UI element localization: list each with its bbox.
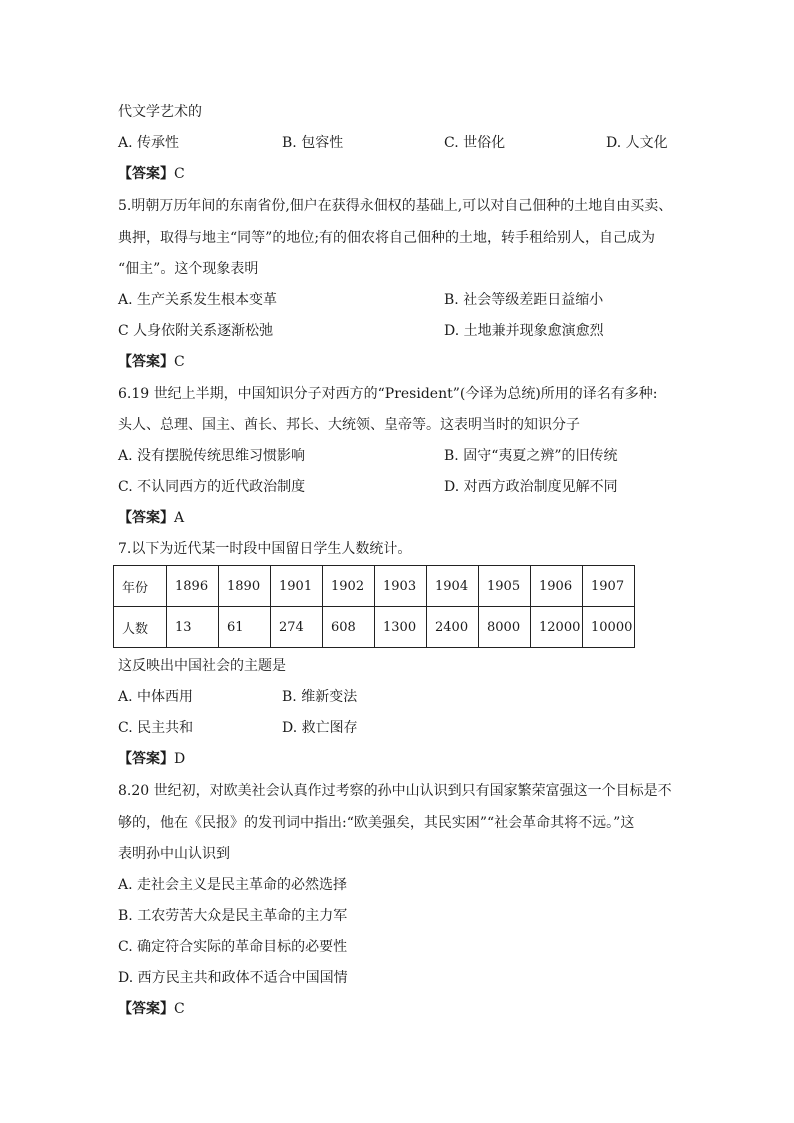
table-cell-count: 61 <box>219 607 271 648</box>
q4-option-d: D. 人文化 <box>606 135 668 151</box>
table-cell-count: 13 <box>167 607 219 648</box>
table-cell-year: 1901 <box>271 566 323 607</box>
table-cell-year: 1907 <box>583 566 635 607</box>
q8-option-b: B. 工农劳苦大众是民主革命的主力军 <box>118 908 348 924</box>
q6-option-b: B. 固守“夷夏之辨”的旧传统 <box>444 448 618 464</box>
table-cell-year: 1903 <box>375 566 427 607</box>
q4-stem: 代文学艺术的 <box>118 104 202 120</box>
table-cell-year: 1905 <box>479 566 531 607</box>
q4-option-a: A. 传承性 <box>118 135 180 151</box>
q5-option-b: B. 社会等级差距日益缩小 <box>444 292 604 308</box>
table-cell-count: 274 <box>271 607 323 648</box>
q8-option-a: A. 走社会主义是民主革命的必然选择 <box>118 877 348 893</box>
q5-stem-line-1: 5.明朝万历年间的东南省份,佃户在获得永佃权的基础上,可以对自己佃种的土地自由买卖、 <box>118 198 673 214</box>
table-cell-count: 2400 <box>427 607 479 648</box>
q5-stem-line-2: 典押，取得与地主“同等”的地位;有的佃农将自己佃种的土地，转手租给别人，自己成为 <box>118 230 656 246</box>
q7-option-a: A. 中体西用 <box>118 689 194 705</box>
table-cell-year: 1902 <box>323 566 375 607</box>
table-header-count: 人数 <box>114 607 167 648</box>
table-cell-count: 8000 <box>479 607 531 648</box>
table-header-year: 年份 <box>114 566 167 607</box>
table-row-counts <box>114 607 635 648</box>
q6-option-c: C. 不认同西方的近代政治制度 <box>118 479 306 495</box>
student-count-table <box>113 565 635 648</box>
table-cell-year: 1904 <box>427 566 479 607</box>
q6-answer: 【答案】A <box>118 510 185 526</box>
q7-option-d: D. 救亡图存 <box>282 720 358 736</box>
table-row-years <box>114 566 635 607</box>
q8-stem-line-3: 表明孙中山认识到 <box>118 846 230 862</box>
table-cell-count: 12000 <box>531 607 583 648</box>
q7-after-text: 这反映出中国社会的主题是 <box>118 658 286 674</box>
table-cell-year: 1906 <box>531 566 583 607</box>
q6-stem-line-1: 6.19 世纪上半期，中国知识分子对西方的“President”(今译为总统)所用的译名有多种: <box>118 386 658 402</box>
q7-answer: 【答案】D <box>118 751 186 767</box>
table-cell-count: 1300 <box>375 607 427 648</box>
q7-option-c: C. 民主共和 <box>118 720 194 736</box>
q5-stem-line-3: “佃主”。这个现象表明 <box>118 261 259 277</box>
q4-answer: 【答案】C <box>118 166 185 182</box>
q8-stem-line-1: 8.20 世纪初，对欧美社会认真作过考察的孙中山认识到只有国家繁荣富强这一个目标是不 <box>118 783 672 799</box>
q8-stem-line-2: 够的，他在《民报》的发刊词中指出:“欧美强矣，其民实困”“社会革命其将不远。”这 <box>118 815 635 831</box>
q7-stem: 7.以下为近代某一时段中国留日学生人数统计。 <box>118 541 412 557</box>
table-cell-year: 1896 <box>167 566 219 607</box>
q6-option-d: D. 对西方政治制度见解不同 <box>444 479 618 495</box>
table-cell-year: 1890 <box>219 566 271 607</box>
q4-option-b: B. 包容性 <box>282 135 344 151</box>
q5-option-c: C 人身依附关系逐渐松弛 <box>118 323 274 339</box>
q4-option-c: C. 世俗化 <box>444 135 506 151</box>
q7-option-b: B. 维新变法 <box>282 689 358 705</box>
q6-stem-line-2: 头人、总理、国主、酋长、邦长、大统领、皇帝等。这表明当时的知识分子 <box>118 417 580 433</box>
table-cell-count: 10000 <box>583 607 635 648</box>
q8-option-d: D. 西方民主共和政体不适合中国国情 <box>118 970 348 986</box>
q6-option-a: A. 没有摆脱传统思维习惯影响 <box>118 448 306 464</box>
q8-option-c: C. 确定符合实际的革命目标的必要性 <box>118 939 348 955</box>
q5-option-d: D. 土地兼并现象愈演愈烈 <box>444 323 604 339</box>
q8-answer: 【答案】C <box>118 1001 185 1017</box>
q5-option-a: A. 生产关系发生根本变革 <box>118 292 278 308</box>
table-cell-count: 608 <box>323 607 375 648</box>
q5-answer: 【答案】C <box>118 354 185 370</box>
